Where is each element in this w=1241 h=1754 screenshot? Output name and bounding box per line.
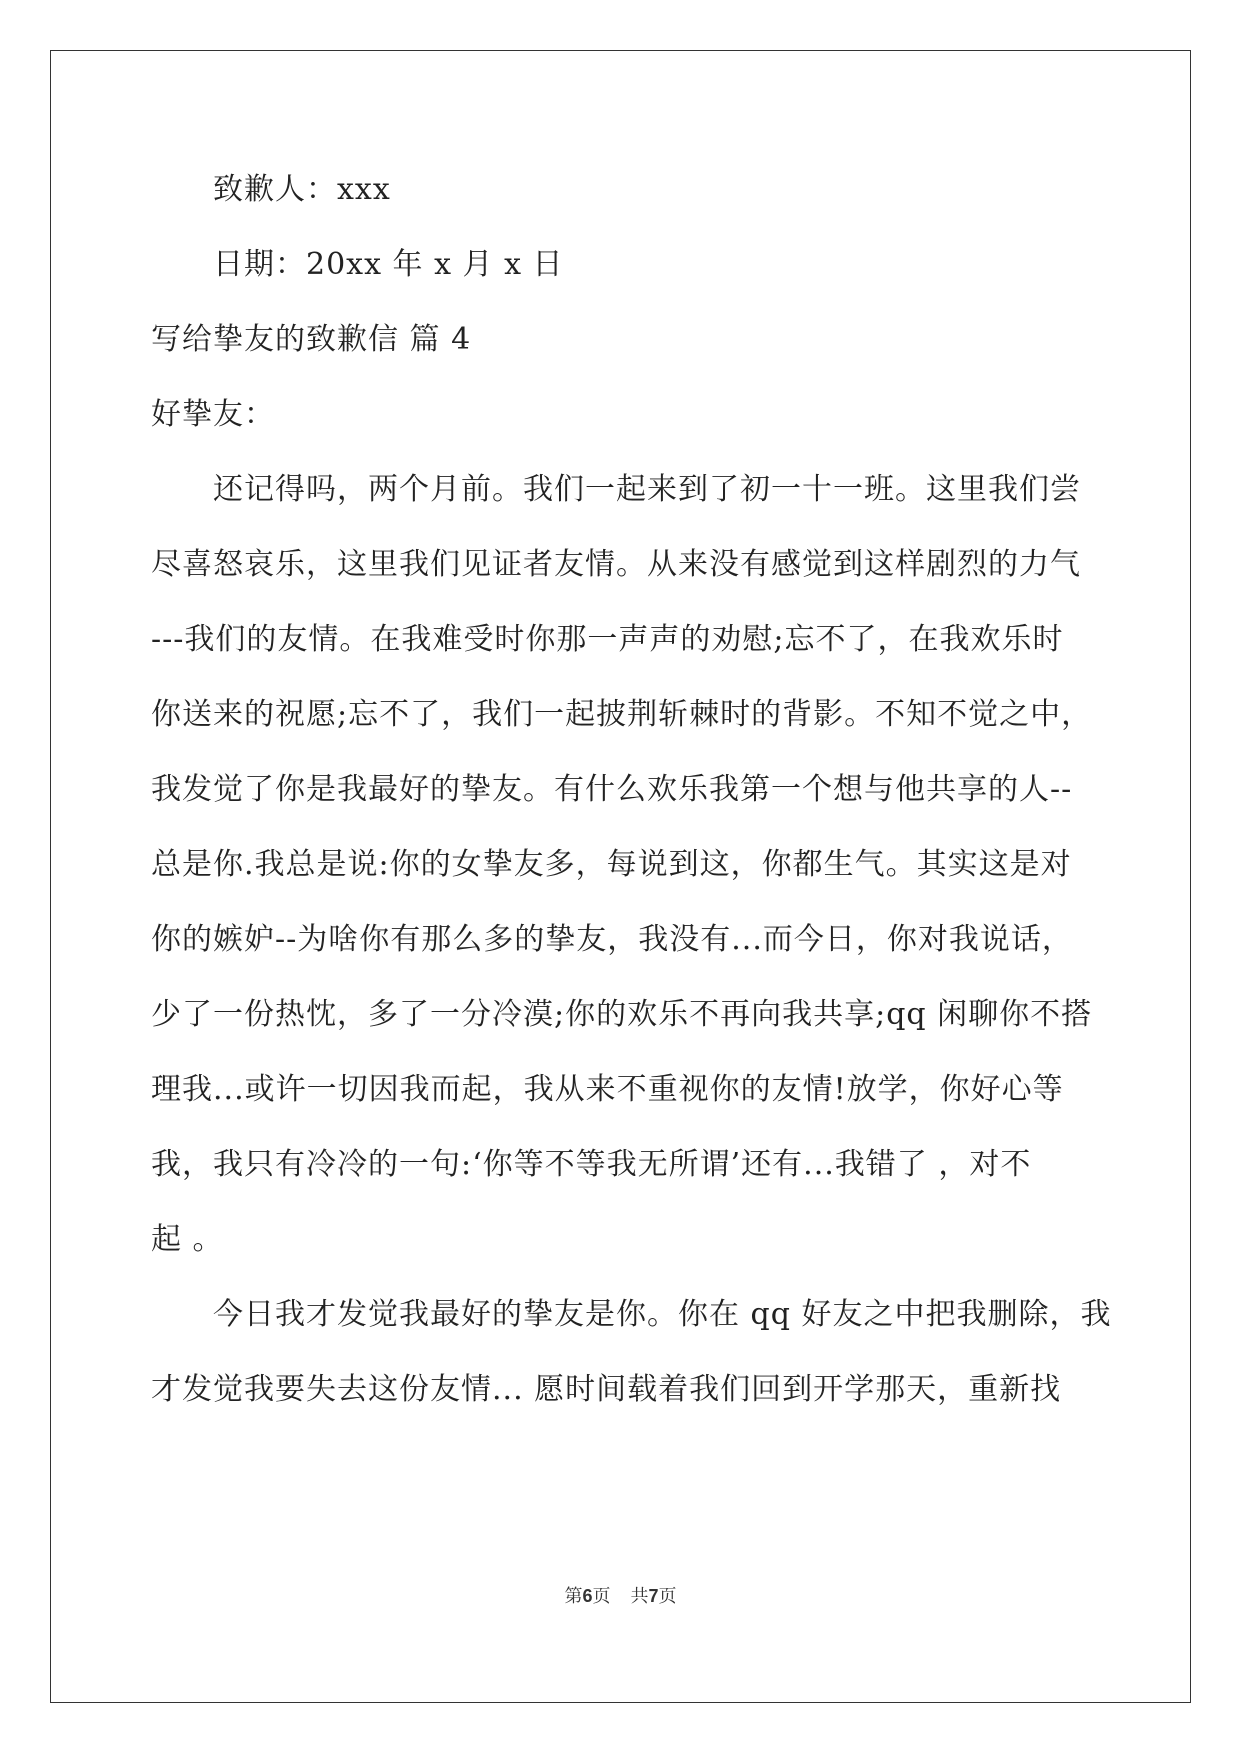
footer-total-prefix: 共 [630,1586,649,1607]
footer-page-mid: 页 [592,1586,611,1607]
paragraph-line: 尽喜怒哀乐，这里我们见证者友情。从来没有感觉到这样剧烈的力气 [151,547,1081,582]
paragraph-line: 你的嫉妒--为啥你有那么多的挚友，我没有...而今日，你对我说话， [151,922,1073,957]
page-footer [0,1584,1241,1609]
apologizer-line: 致歉人：xxx [213,172,391,207]
footer-total-pages: 7 [648,1586,659,1606]
paragraph-line: 你送来的祝愿;忘不了，我们一起披荆斩棘时的背影。不知不觉之中， [151,697,1093,732]
paragraph-line: 还记得吗，两个月前。我们一起来到了初一十一班。这里我们尝 [213,472,1081,507]
salutation: 好挚友： [151,397,275,432]
section-title: 写给挚友的致歉信 篇 4 [151,322,472,357]
paragraph-line: 我，我只有冷冷的一句:‘你等不等我无所谓’还有...我错了 ，对不 [151,1147,1032,1182]
date-line: 日期：20xx 年 x 月 x 日 [213,247,564,282]
paragraph-line: 才发觉我要失去这份友情... 愿时间载着我们回到开学那天，重新找 [151,1372,1062,1407]
paragraph-line: 少了一份热忱，多了一分冷漠;你的欢乐不再向我共享;qq 闲聊你不搭 [151,997,1093,1032]
footer-current-page: 6 [582,1586,593,1606]
footer-page-prefix: 第 [564,1586,583,1607]
paragraph-line: 总是你.我总是说:你的女挚友多，每说到这，你都生气。其实这是对 [151,847,1072,882]
paragraph-line: 理我...或许一切因我而起，我从来不重视你的友情!放学，你好心等 [151,1072,1064,1107]
paragraph-line: ---我们的友情。在我难受时你那一声声的劝慰;忘不了，在我欢乐时 [151,622,1064,657]
paragraph-line: 我发觉了你是我最好的挚友。有什么欢乐我第一个想与他共享的人-- [151,772,1073,807]
footer-total-suffix: 页 [658,1586,677,1607]
paragraph-line: 今日我才发觉我最好的挚友是你。你在 qq 好友之中把我删除，我 [213,1297,1112,1332]
paragraph-line: 起 。 [151,1222,224,1257]
